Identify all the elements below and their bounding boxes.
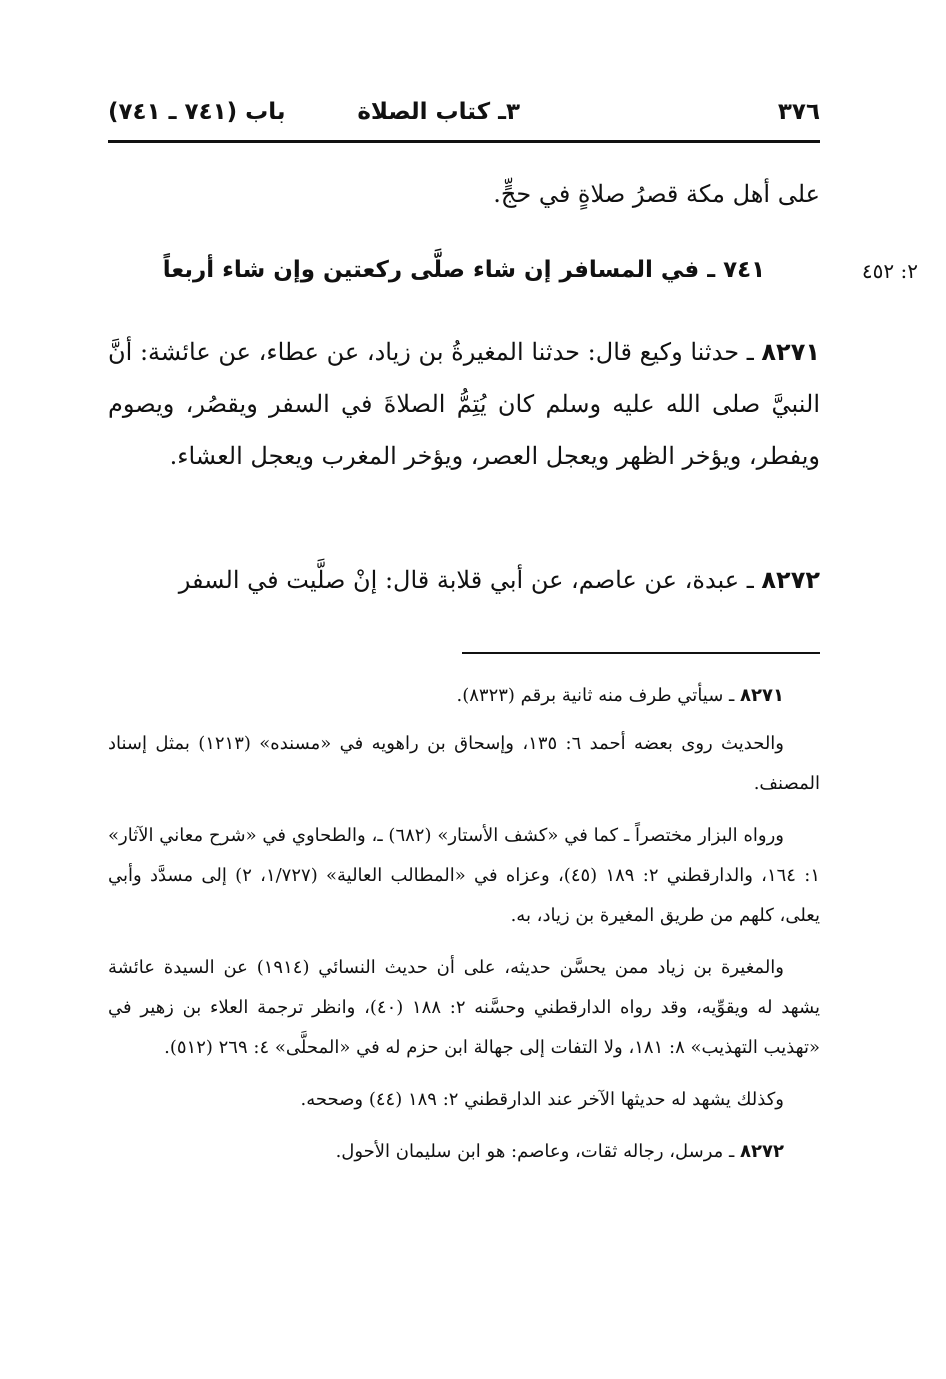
footnote-text: والمغيرة بن زياد ممن يحسَّن حديثه، على أن حديث النسائي (١٩١٤) عن السيدة عائشة يشهد له ويقوِّيه، وقد رواه الدارقطني وحسَّنه ٢: ١٨٨ (٤٠)، وانظر ترجمة العلاء بن زهير في «تهذيب التهذيب» ٨: ١٨١، ولا التفات إلى جهالة ابن حزم له في «المحلَّى» ٤: ٢٦٩ (٥١٢). (108, 957, 821, 1058)
footnote-text: ـ سيأتي طرف منه ثانية برقم (٨٣٢٣). (456, 685, 741, 706)
footnote (108, 1132, 820, 1172)
intro-text: على أهل مكة قصرُ صلاةٍ في حجٍّ. (493, 180, 820, 208)
hadith-number: ٨٢٧١ (761, 338, 820, 366)
footnote (108, 816, 820, 936)
hadith-8271 (108, 326, 820, 482)
footnote-divider (462, 652, 820, 654)
footnote-number: ٨٢٧٢ (740, 1141, 784, 1162)
footnote-text: ـ مرسل، رجاله ثقات، وعاصم: هو ابن سليمان الأحول. (335, 1141, 741, 1162)
book-title: ٣ـ كتاب الصلاة (357, 99, 520, 125)
footnote-text: ورواه البزار مختصراً ـ كما في «كشف الأستار» (٦٨٢) ـ، والطحاوي في «شرح معاني الآثار» ١: ١٦٤، والدارقطني ٢: ١٨٩ (٤٥)، وعزاه في «المطالب العالية» (١/٧٢٧، ٢) إلى مسدَّد وأبي يعلى، كلهم من طريق المغيرة بن زياد، به. (108, 825, 820, 926)
footnotes (108, 676, 820, 1184)
page-number: ٣٧٦ (777, 99, 820, 125)
footnote (108, 1080, 820, 1120)
hadith-text: ـ حدثنا وكيع قال: حدثنا المغيرةُ بن زياد، عن عطاء، عن عائشة: أنَّ النبيَّ صلى الله عليه وسلم كان يُتِمُّ الصلاةَ في السفر ويقصُر، ويصوم ويفطر، ويؤخر الظهر ويعجل العصر، ويؤخر المغرب ويعجل العشاء. (108, 338, 820, 470)
footnote-text: وكذلك يشهد له حديثها الآخر عند الدارقطني ٢: ١٨٩ (٤٤) وصححه. (300, 1089, 784, 1110)
chapter-range: باب (٧٤١ ـ ٧٤١) (108, 99, 286, 125)
header-divider (108, 140, 820, 143)
hadith-text: ـ عبدة، عن عاصم، عن أبي قلابة قال: إنْ صلَّيت في السفر (178, 566, 762, 594)
footnote (108, 724, 820, 804)
chapter-heading: ٧٤١ ـ في المسافر إن شاء صلَّى ركعتين وإن شاء أربعاً (162, 257, 766, 283)
margin-reference: ٢: ٤٥٢ (861, 259, 918, 283)
footnote (108, 948, 820, 1068)
footnote-text: والحديث روى بعضه أحمد ٦: ١٣٥، وإسحاق بن راهويه في «مسنده» (١٢١٣) بمثل إسناد المصنف. (108, 733, 820, 794)
footnote-number: ٨٢٧١ (740, 685, 784, 706)
hadith-number: ٨٢٧٢ (761, 566, 820, 594)
page-header (108, 92, 820, 132)
footnote (108, 676, 820, 716)
hadith-8272 (108, 554, 820, 606)
